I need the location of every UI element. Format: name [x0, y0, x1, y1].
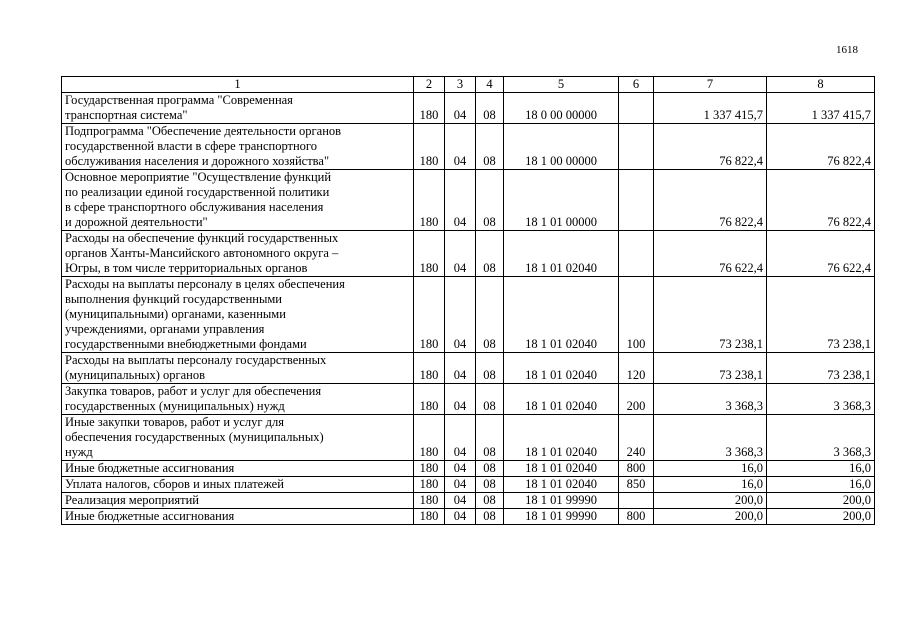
expense-type-cell: 200	[619, 384, 654, 415]
subsection-code-cell: 08	[476, 231, 504, 277]
section-code-cell: 180	[414, 231, 445, 277]
row-name-cell	[62, 477, 414, 493]
target-article-cell: 18 1 01 99990	[504, 493, 619, 509]
subsection-code-cell: 08	[476, 415, 504, 461]
row-name-line: (муниципальными) органами, казенными	[65, 307, 286, 321]
row-name-line: государственной власти в сфере транспортного	[65, 139, 318, 153]
row-name-line: Иные закупки товаров, работ и услуг для	[65, 415, 285, 429]
header-cell: 7	[654, 77, 767, 93]
amount-cell: 16,0	[654, 477, 767, 493]
table-row	[62, 170, 875, 231]
amount-cell: 200,0	[767, 509, 875, 525]
subsection-code-cell: 04	[445, 93, 476, 124]
subsection-code-cell: 04	[445, 170, 476, 231]
target-article-cell: 18 1 01 02040	[504, 384, 619, 415]
subsection-code-cell: 08	[476, 493, 504, 509]
amount-cell: 76 822,4	[767, 170, 875, 231]
table-row	[62, 415, 875, 461]
table-row	[62, 493, 875, 509]
row-name-line: обслуживания населения и дорожного хозяйства"	[65, 154, 330, 168]
header-cell: 6	[619, 77, 654, 93]
expense-type-cell: 100	[619, 277, 654, 353]
amount-cell: 73 238,1	[767, 353, 875, 384]
expense-type-cell	[619, 493, 654, 509]
table-row	[62, 477, 875, 493]
subsection-code-cell: 04	[445, 353, 476, 384]
row-name-line: и дорожной деятельности"	[65, 215, 208, 229]
amount-cell: 73 238,1	[767, 277, 875, 353]
amount-cell: 76 822,4	[654, 170, 767, 231]
expense-type-cell: 800	[619, 461, 654, 477]
section-code-cell: 180	[414, 509, 445, 525]
target-article-cell: 18 1 01 02040	[504, 461, 619, 477]
expense-type-cell: 120	[619, 353, 654, 384]
table-row	[62, 509, 875, 525]
target-article-cell: 18 1 01 02040	[504, 277, 619, 353]
row-name-line: Закупка товаров, работ и услуг для обеспечения	[65, 384, 322, 398]
row-name-line: по реализации единой государственной политики	[65, 185, 330, 199]
header-cell: 1	[62, 77, 414, 93]
row-name-line: государственных (муниципальных) нужд	[65, 399, 285, 413]
subsection-code-cell: 08	[476, 93, 504, 124]
target-article-cell: 18 1 01 02040	[504, 415, 619, 461]
row-name-line: Расходы на выплаты персоналу государственных	[65, 353, 327, 367]
row-name-line: Государственная программа "Современная	[65, 93, 293, 107]
amount-cell: 3 368,3	[767, 384, 875, 415]
subsection-code-cell: 04	[445, 493, 476, 509]
row-name-line: Уплата налогов, сборов и иных платежей	[65, 477, 284, 491]
expense-type-cell: 800	[619, 509, 654, 525]
amount-cell: 3 368,3	[767, 415, 875, 461]
subsection-code-cell: 08	[476, 277, 504, 353]
section-code-cell: 180	[414, 493, 445, 509]
amount-cell: 1 337 415,7	[767, 93, 875, 124]
section-code-cell: 180	[414, 124, 445, 170]
section-code-cell: 180	[414, 461, 445, 477]
row-name-line: Расходы на выплаты персоналу в целях обеспечения	[65, 277, 345, 291]
row-name-cell	[62, 384, 414, 415]
target-article-cell: 18 1 00 00000	[504, 124, 619, 170]
header-cell: 5	[504, 77, 619, 93]
table-row	[62, 384, 875, 415]
subsection-code-cell: 04	[445, 509, 476, 525]
table-row	[62, 277, 875, 353]
section-code-cell: 180	[414, 93, 445, 124]
row-name-cell	[62, 353, 414, 384]
row-name-line: Основное мероприятие "Осуществление функций	[65, 170, 332, 184]
amount-cell: 1 337 415,7	[654, 93, 767, 124]
row-name-cell	[62, 231, 414, 277]
target-article-cell: 18 1 01 02040	[504, 231, 619, 277]
row-name-line: органов Ханты-Мансийского автономного округа –	[65, 246, 339, 260]
amount-cell: 76 622,4	[654, 231, 767, 277]
row-name-cell	[62, 415, 414, 461]
row-name-line: транспортная система"	[65, 108, 188, 122]
subsection-code-cell: 04	[445, 124, 476, 170]
header-cell: 3	[445, 77, 476, 93]
amount-cell: 200,0	[767, 493, 875, 509]
amount-cell: 76 622,4	[767, 231, 875, 277]
page-number: 1618	[836, 44, 858, 56]
amount-cell: 16,0	[767, 477, 875, 493]
expense-type-cell: 850	[619, 477, 654, 493]
amount-cell: 76 822,4	[654, 124, 767, 170]
table-row	[62, 231, 875, 277]
amount-cell: 16,0	[767, 461, 875, 477]
budget-table	[61, 76, 875, 525]
amount-cell: 200,0	[654, 509, 767, 525]
subsection-code-cell: 04	[445, 231, 476, 277]
target-article-cell: 18 1 01 00000	[504, 170, 619, 231]
row-name-line: нужд	[65, 445, 93, 459]
table-row	[62, 461, 875, 477]
target-article-cell: 18 1 01 02040	[504, 477, 619, 493]
row-name-line: выполнения функций государственными	[65, 292, 282, 306]
subsection-code-cell: 08	[476, 170, 504, 231]
section-code-cell: 180	[414, 353, 445, 384]
target-article-cell: 18 0 00 00000	[504, 93, 619, 124]
section-code-cell: 180	[414, 384, 445, 415]
header-cell: 2	[414, 77, 445, 93]
amount-cell: 3 368,3	[654, 415, 767, 461]
section-code-cell: 180	[414, 277, 445, 353]
subsection-code-cell: 08	[476, 461, 504, 477]
expense-type-cell: 240	[619, 415, 654, 461]
target-article-cell: 18 1 01 02040	[504, 353, 619, 384]
header-cell: 8	[767, 77, 875, 93]
subsection-code-cell: 08	[476, 384, 504, 415]
row-name-cell	[62, 170, 414, 231]
row-name-line: обеспечения государственных (муниципальных)	[65, 430, 324, 444]
target-article-cell: 18 1 01 99990	[504, 509, 619, 525]
subsection-code-cell: 04	[445, 477, 476, 493]
section-code-cell: 180	[414, 170, 445, 231]
row-name-line: учреждениями, органами управления	[65, 322, 265, 336]
expense-type-cell	[619, 170, 654, 231]
header-cell: 4	[476, 77, 504, 93]
row-name-line: государственными внебюджетными фондами	[65, 337, 307, 351]
subsection-code-cell: 08	[476, 509, 504, 525]
amount-cell: 73 238,1	[654, 353, 767, 384]
table-row	[62, 353, 875, 384]
amount-cell: 76 822,4	[767, 124, 875, 170]
row-name-cell	[62, 493, 414, 509]
subsection-code-cell: 04	[445, 384, 476, 415]
row-name-line: Реализация мероприятий	[65, 493, 199, 507]
subsection-code-cell: 04	[445, 415, 476, 461]
subsection-code-cell: 08	[476, 124, 504, 170]
row-name-line: Расходы на обеспечение функций государственных	[65, 231, 339, 245]
table-row	[62, 124, 875, 170]
amount-cell: 200,0	[654, 493, 767, 509]
row-name-line: Подпрограмма "Обеспечение деятельности органов	[65, 124, 342, 138]
expense-type-cell	[619, 231, 654, 277]
subsection-code-cell: 08	[476, 353, 504, 384]
amount-cell: 16,0	[654, 461, 767, 477]
subsection-code-cell: 04	[445, 277, 476, 353]
row-name-cell	[62, 509, 414, 525]
amount-cell: 3 368,3	[654, 384, 767, 415]
amount-cell: 73 238,1	[654, 277, 767, 353]
row-name-cell	[62, 124, 414, 170]
row-name-cell	[62, 93, 414, 124]
row-name-cell	[62, 277, 414, 353]
row-name-line: в сфере транспортного обслуживания населения	[65, 200, 324, 214]
table-row	[62, 93, 875, 124]
section-code-cell: 180	[414, 415, 445, 461]
expense-type-cell	[619, 124, 654, 170]
expense-type-cell	[619, 93, 654, 124]
row-name-line: Югры, в том числе территориальных органов	[65, 261, 308, 275]
section-code-cell: 180	[414, 477, 445, 493]
row-name-line: Иные бюджетные ассигнования	[65, 509, 235, 523]
row-name-line: (муниципальных) органов	[65, 368, 206, 382]
header-row	[62, 77, 875, 93]
row-name-line: Иные бюджетные ассигнования	[65, 461, 235, 475]
subsection-code-cell: 04	[445, 461, 476, 477]
subsection-code-cell: 08	[476, 477, 504, 493]
row-name-cell	[62, 461, 414, 477]
